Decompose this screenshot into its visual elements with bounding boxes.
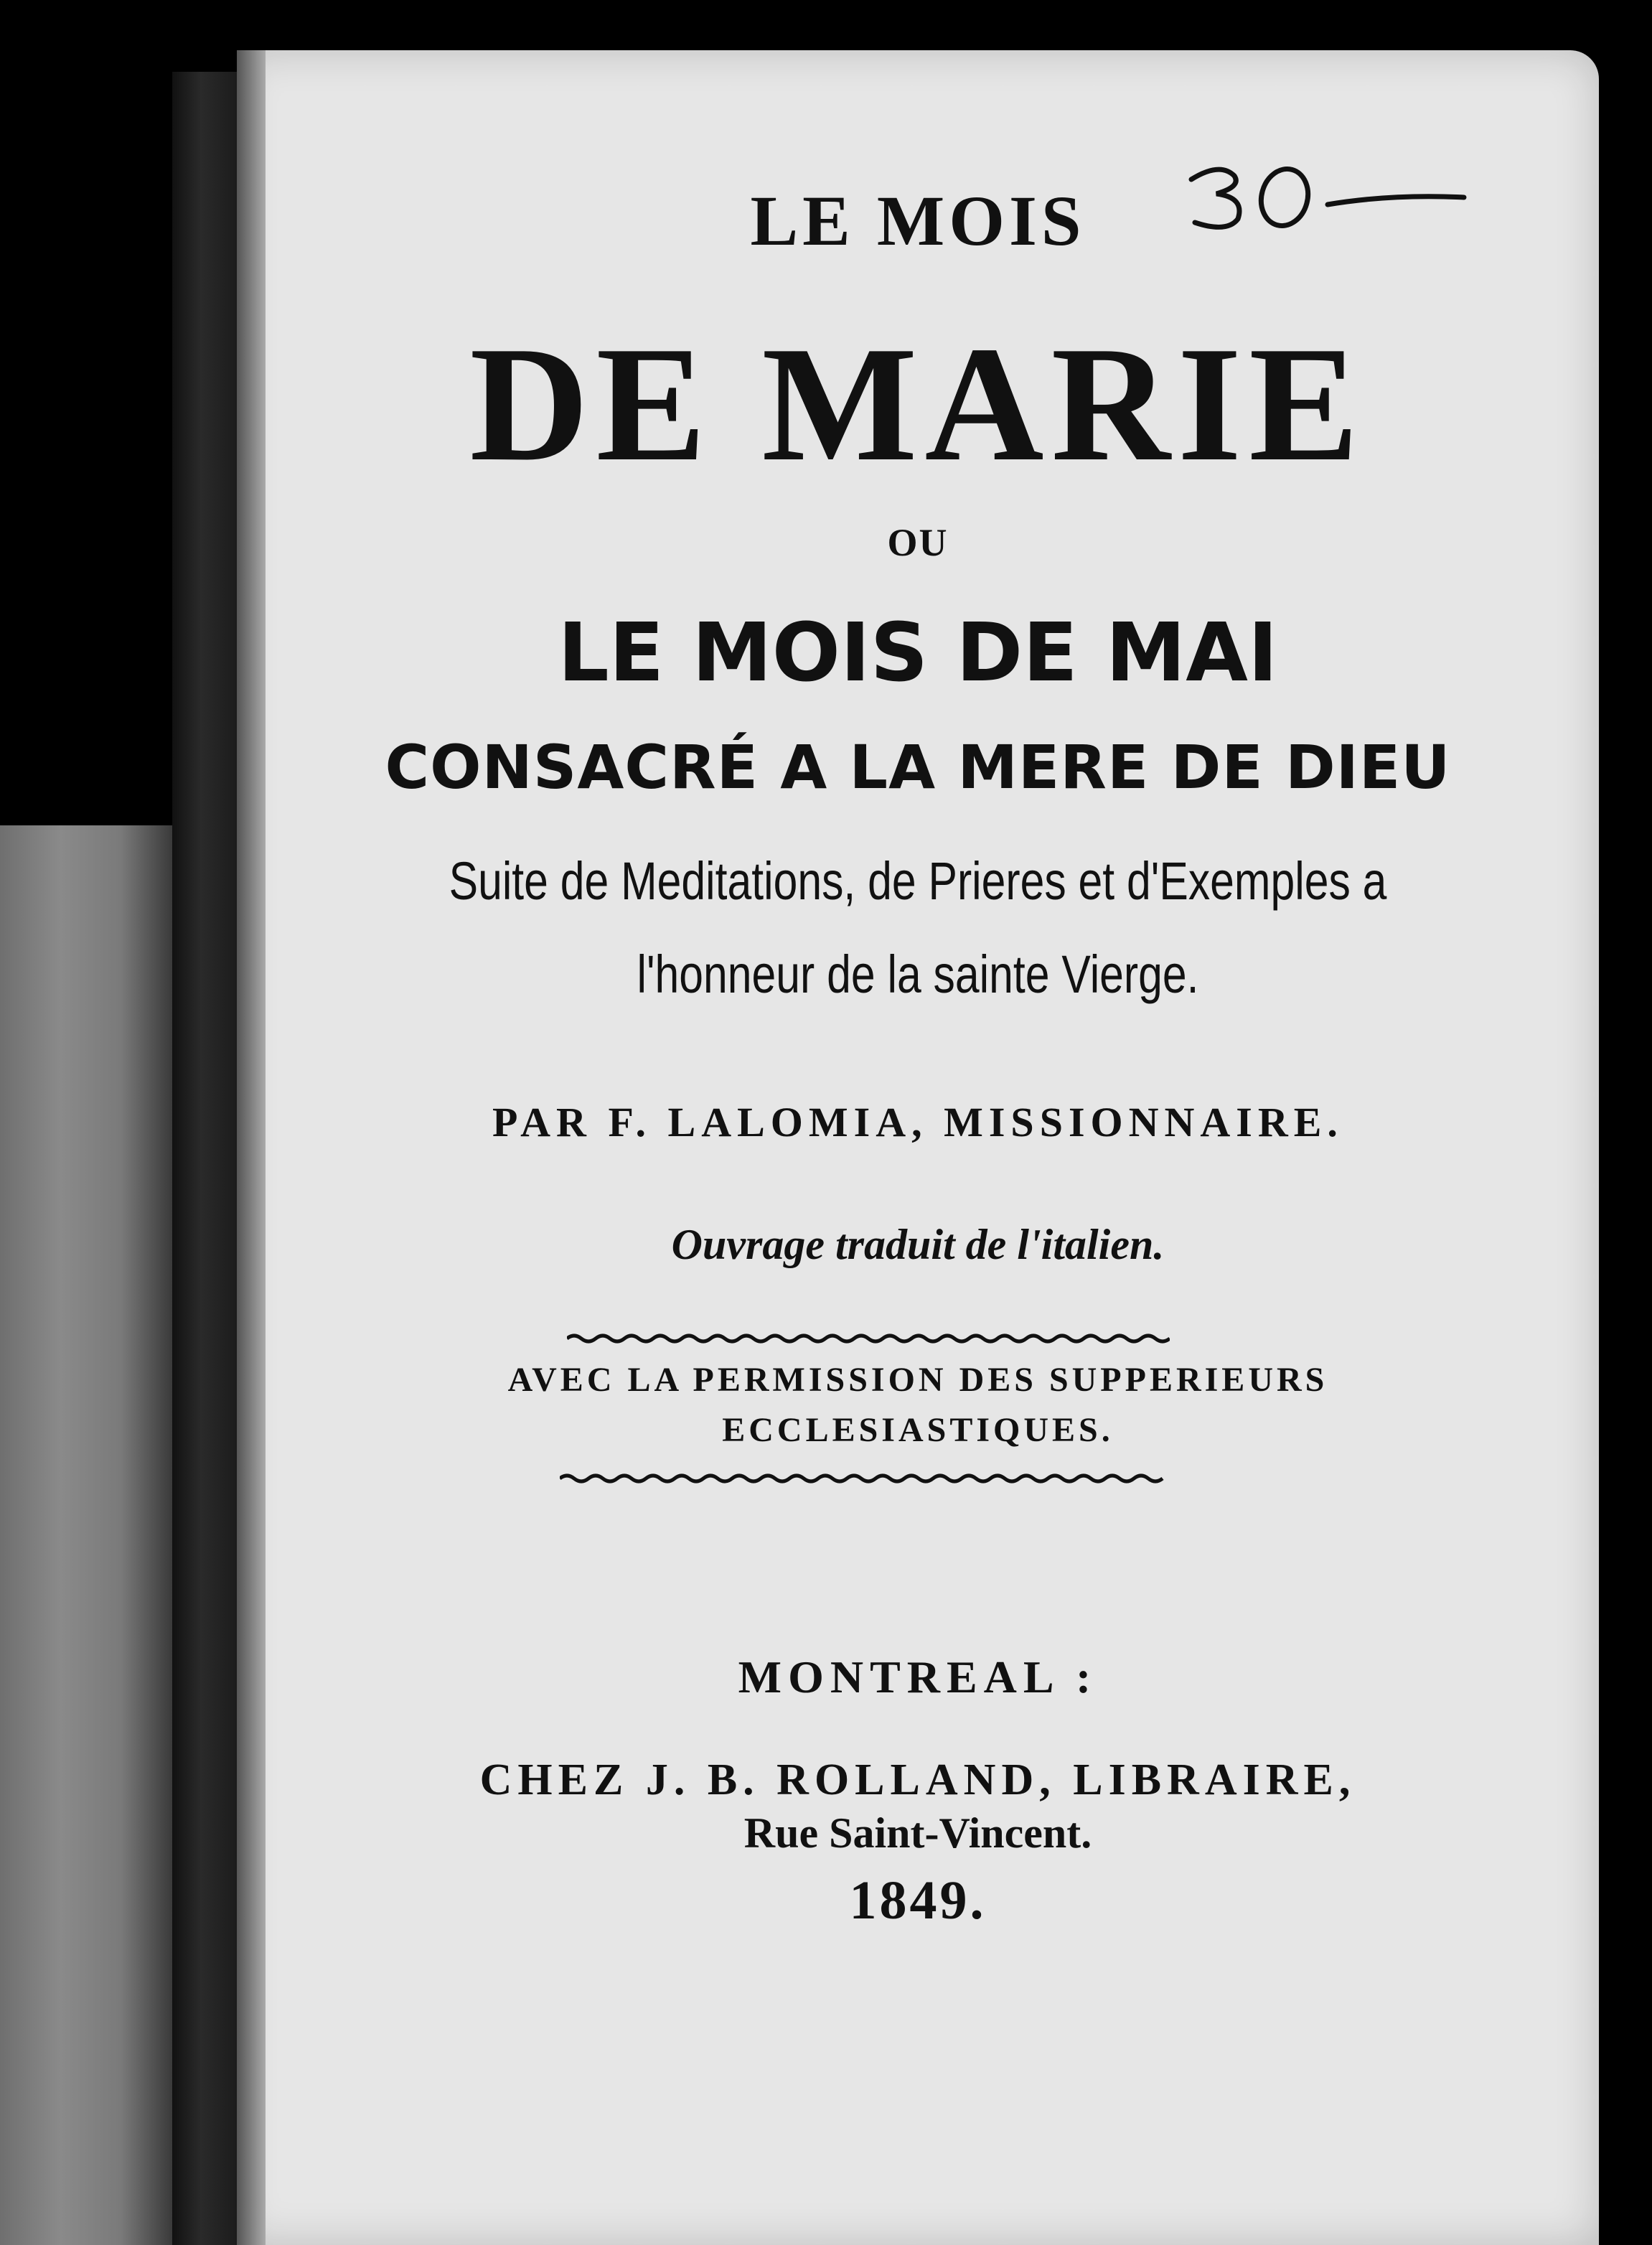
permission-line-2: ECCLESIASTIQUES. [722, 1411, 1114, 1449]
imprint-publisher: CHEZ J. B. ROLLAND, LIBRAIRE, [479, 1756, 1356, 1804]
imprint-city: MONTREAL : [738, 1651, 1098, 1702]
left-dark-area [0, 0, 158, 825]
author-line: PAR F. LALOMIA, MISSIONNAIRE. [492, 1099, 1343, 1145]
dedication-line: CONSACRÉ A LA MERE DE DIEU [385, 732, 1451, 802]
title-line-1: LE MOIS [750, 181, 1086, 261]
imprint-address: Rue Saint-Vincent. [743, 1809, 1092, 1857]
description-line-1: Suite de Meditations, de Prieres et d'Exemples a [449, 851, 1387, 911]
translation-note: Ouvrage traduit de l'italien. [671, 1221, 1165, 1268]
handwritten-annotation [1177, 154, 1478, 240]
permission-line-1: AVEC LA PERMISSION DES SUPPERIEURS [507, 1361, 1328, 1399]
imprint-year: 1849. [849, 1870, 987, 1931]
book-spine [172, 72, 244, 2245]
description-line-2: l'honneur de la sainte Vierge. [637, 945, 1199, 1004]
main-title: DE MARIE [469, 312, 1366, 495]
subtitle: LE MOIS DE MAI [558, 606, 1278, 700]
ornamental-rule-top [567, 1331, 1170, 1346]
left-page-strip [0, 825, 172, 2245]
ornamental-rule-bottom [560, 1471, 1170, 1486]
title-conjunction: OU [887, 521, 949, 564]
